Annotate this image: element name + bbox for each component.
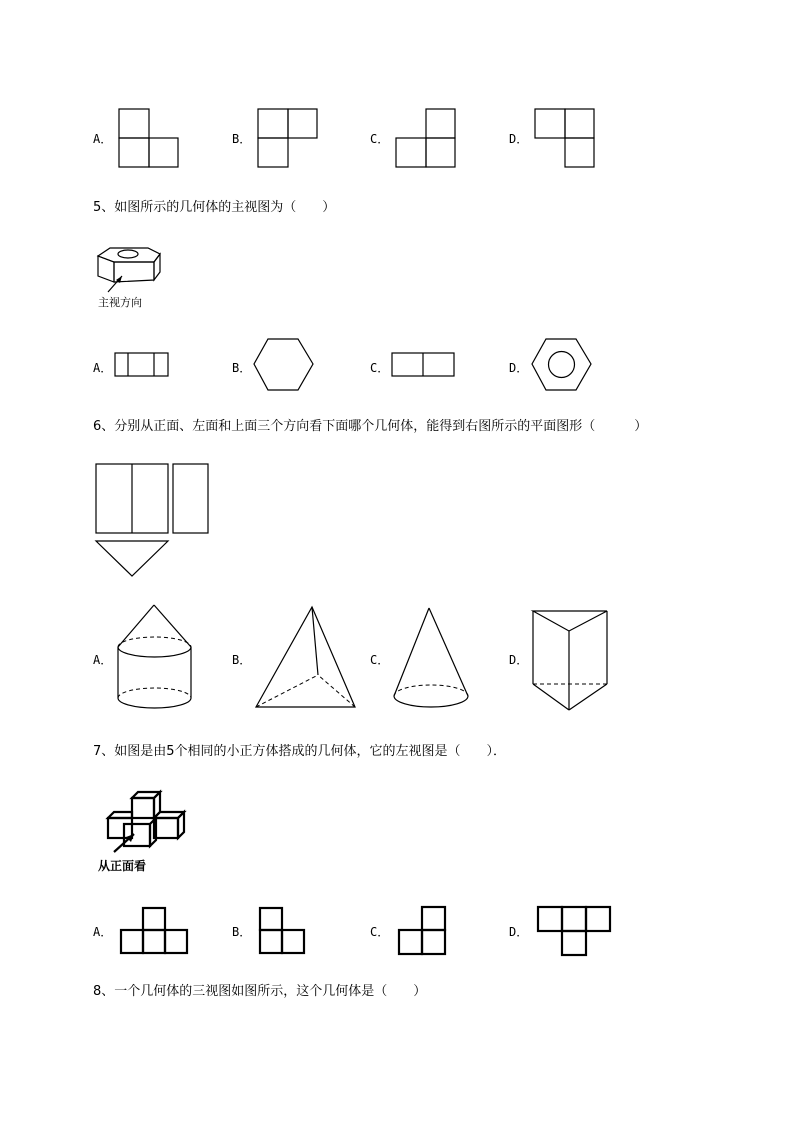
option-label-d: D． xyxy=(509,361,529,375)
option-label-a: A． xyxy=(93,132,113,146)
option-label-d: D． xyxy=(509,132,529,146)
q6-option-b-tetrahedron xyxy=(255,605,357,709)
q4-option-d-figure xyxy=(534,108,596,170)
question-5-text: 5、如图所示的几何体的主视图为（ ） xyxy=(93,200,336,215)
option-label-b: B． xyxy=(232,925,252,939)
q7-option-a-figure xyxy=(119,907,191,957)
question-6-text: 6、分别从正面、左面和上面三个方向看下面哪个几何体，能得到右图所示的平面图形（ ） xyxy=(93,419,648,434)
q4-option-b-figure xyxy=(257,108,319,170)
q7-option-c-figure xyxy=(397,906,449,958)
option-label-c: C． xyxy=(370,925,390,939)
q6-option-d-triangular-prism xyxy=(531,609,611,713)
q5-option-a-figure xyxy=(114,352,170,378)
question-8-text: 8、一个几何体的三视图如图所示，这个几何体是（ ） xyxy=(93,984,427,999)
option-label-b: B． xyxy=(232,653,252,667)
q5-option-b-hexagon xyxy=(253,338,315,392)
option-label-d: D． xyxy=(509,925,529,939)
option-label-c: C． xyxy=(370,653,390,667)
q4-option-a-figure xyxy=(118,108,180,170)
question-7-text: 7、如图是由5个相同的小正方体搭成的几何体，它的左视图是（ ）． xyxy=(93,744,507,759)
option-label-b: B． xyxy=(232,361,252,375)
option-label-c: C． xyxy=(370,132,390,146)
q5-option-c-figure xyxy=(391,352,457,378)
stacked-cubes-figure xyxy=(104,790,196,858)
option-label-a: A． xyxy=(93,925,113,939)
q4-option-c-figure xyxy=(395,108,457,170)
q5-option-d-hexagon-with-circle xyxy=(531,338,593,392)
q7-option-b-figure xyxy=(258,907,308,957)
three-view-figure xyxy=(94,462,212,580)
view-direction-caption: 从正面看 xyxy=(98,859,147,873)
option-label-a: A． xyxy=(93,653,113,667)
q6-option-c-cone xyxy=(392,606,472,712)
hex-nut-figure xyxy=(96,240,166,300)
option-label-c: C． xyxy=(370,361,390,375)
option-label-b: B． xyxy=(232,132,252,146)
view-direction-caption: 主视方向 xyxy=(98,296,142,309)
q7-option-d-figure xyxy=(536,905,614,957)
option-label-d: D． xyxy=(509,653,529,667)
option-label-a: A． xyxy=(93,361,113,375)
q6-option-a-cone-on-cylinder xyxy=(115,603,197,715)
